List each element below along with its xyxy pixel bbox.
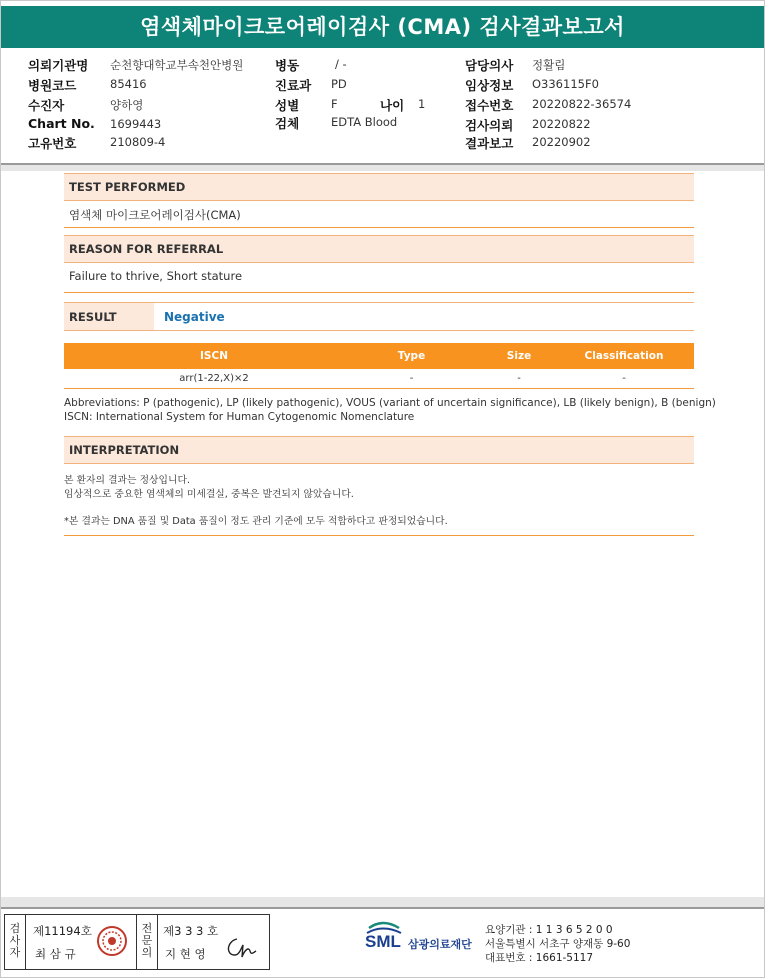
info-label: 의뢰기관명 [28, 58, 89, 73]
result-table-header [64, 343, 694, 369]
result-value: Negative [164, 310, 225, 324]
info-label: 병동 [275, 58, 300, 73]
info-value: 정활림 [532, 58, 566, 72]
header-band [1, 165, 764, 171]
info-label: 고유번호 [28, 136, 77, 151]
result-label-cell [64, 303, 154, 330]
table-row [64, 370, 694, 389]
info-label: 진료과 [275, 78, 312, 93]
info-value: EDTA Blood [331, 115, 398, 129]
signature-icon [223, 933, 263, 961]
cell-size: - [517, 373, 521, 384]
section-divider [64, 227, 694, 228]
doctor-name: 지 현 영 [165, 947, 206, 961]
info-value: 순천향대학교부속천안병원 [110, 58, 244, 72]
info-label: 검체 [275, 116, 300, 131]
org-address: 서울특별시 서초구 양재동 9-60 [485, 938, 631, 950]
seal-icon [96, 925, 128, 957]
cell-classification: - [622, 373, 626, 384]
iscn-note: ISCN: International System for Human Cytogenomic Nomenclature [64, 411, 415, 423]
table-header-type: Type [397, 350, 426, 362]
info-value: F [331, 97, 338, 111]
info-label: 성별 [275, 98, 300, 113]
section-divider [64, 535, 694, 536]
info-value: 20220822 [532, 117, 591, 131]
info-value: PD [331, 77, 347, 91]
report-title: 염색체마이크로어레이검사 (CMA) 검사결과보고서 [1, 6, 764, 48]
interpretation-line: 본 환자의 결과는 정상입니다. [64, 475, 191, 486]
result-row [64, 302, 694, 331]
info-label: 병원코드 [28, 78, 77, 93]
info-value: / - [335, 57, 347, 71]
info-value: 양하영 [110, 98, 144, 112]
section-reason [64, 235, 694, 263]
section-heading: INTERPRETATION [69, 443, 180, 457]
info-label: 검사의뢰 [465, 118, 514, 133]
info-label: 결과보고 [465, 136, 514, 151]
section-interpretation [64, 436, 694, 464]
examiner-label-cell [5, 915, 26, 969]
cell-type: - [409, 373, 414, 384]
info-value: O336115F0 [532, 77, 599, 91]
cell-iscn: arr(1-22,X)×2 [179, 373, 249, 384]
info-label: Chart No. [28, 116, 95, 131]
org-name: 삼광의료재단 [408, 938, 472, 951]
test-performed-text: 염색체 마이크로어레이검사(CMA) [69, 208, 241, 222]
doctor-license: 제3 3 3 호 [163, 924, 219, 938]
section-test-performed [64, 173, 694, 201]
org-phone: 대표번호 : 1661-5117 [485, 952, 594, 964]
examiner-name: 최 삼 규 [35, 947, 76, 961]
info-label: 수진자 [28, 98, 65, 113]
table-header-size: Size [506, 350, 532, 362]
info-value: 20220902 [532, 135, 591, 149]
info-value: 210809-4 [110, 135, 166, 149]
examiner-license: 제11194호 [33, 924, 92, 938]
section-divider [64, 292, 694, 293]
table-header-classification: Classification [584, 350, 664, 362]
abbreviations-line: Abbreviations: P (pathogenic), LP (likely pathogenic), VOUS (variant of uncertain significance), LB (likely benign), B (benign) [64, 397, 716, 409]
org-code: 요양기관 : 1 1 3 6 5 2 0 0 [485, 924, 613, 936]
result-label: RESULT [69, 310, 117, 324]
doctor-label: 전문의 [141, 922, 153, 959]
footer-divider [1, 907, 764, 909]
reason-text: Failure to thrive, Short stature [69, 269, 243, 283]
section-heading: REASON FOR REFERRAL [69, 242, 224, 256]
info-value: 1699443 [110, 117, 162, 131]
info-value: 85416 [110, 77, 147, 91]
info-value: 20220822-36574 [532, 97, 632, 111]
doctor-label-cell [136, 915, 158, 969]
info-label: 담당의사 [465, 58, 514, 73]
examiner-label: 검사자 [9, 922, 21, 959]
info-label: 접수번호 [465, 98, 514, 113]
interpretation-note: *본 결과는 DNA 품질 및 Data 품질이 정도 관리 기준에 모두 적합하다고 판정되었습니다. [64, 516, 448, 527]
section-heading: TEST PERFORMED [69, 180, 186, 194]
age-value: 1 [418, 97, 426, 111]
table-header-iscn: ISCN [200, 350, 228, 362]
footer-band [1, 897, 764, 907]
interpretation-line: 임상적으로 중요한 염색체의 미세결실, 중복은 발견되지 않았습니다. [64, 489, 354, 500]
signature-box [4, 914, 270, 970]
sml-logo-text: SML [365, 932, 401, 951]
age-label: 나이 [380, 98, 405, 113]
info-label: 임상정보 [465, 78, 514, 93]
